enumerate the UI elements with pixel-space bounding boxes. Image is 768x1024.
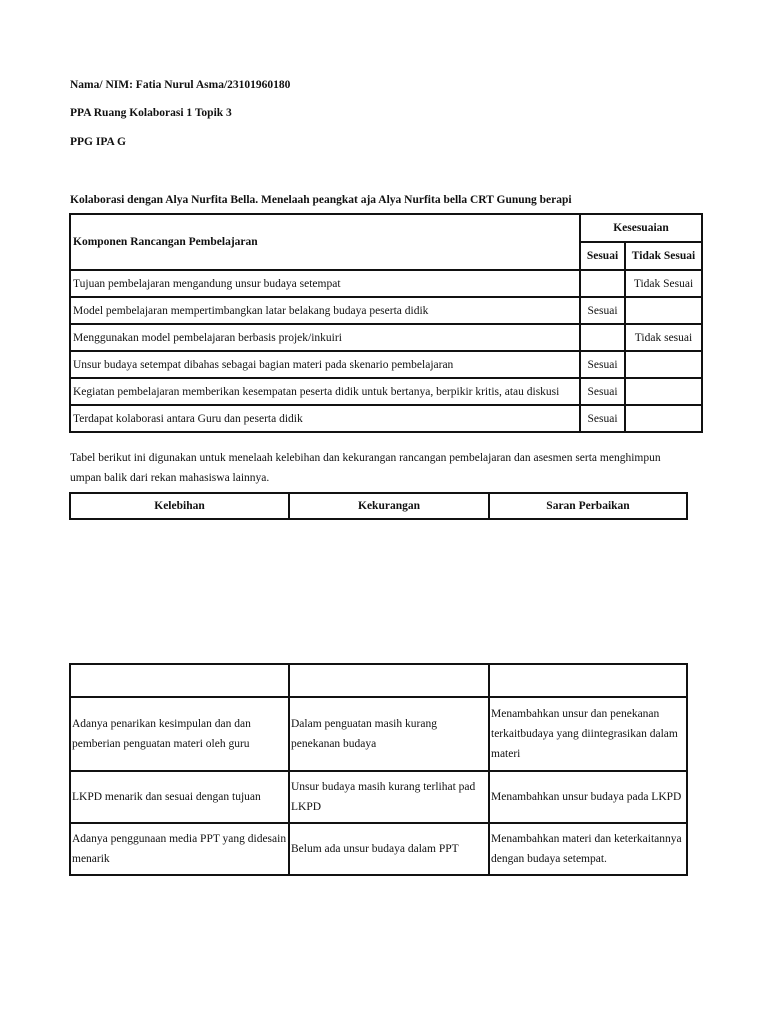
component-cell: Kegiatan pembelajaran memberikan kesempatan peserta didik untuk bertanya, berpikir kritis, atau diskusi [70,378,580,405]
review-header-table [69,492,688,520]
table-row [70,270,702,297]
column-header-sesuai: Sesuai [580,242,625,270]
saran-cell: Menambahkan unsur budaya pada LKPD [489,771,687,823]
kelebihan-cell: Adanya penggunaan media PPT yang didesain menarik [70,823,289,875]
kelebihan-cell: Adanya penarikan kesimpulan dan dan pemberian penguatan materi oleh guru [70,697,289,771]
sesuai-cell: Sesuai [580,351,625,378]
component-cell: Terdapat kolaborasi antara Guru dan peserta didik [70,405,580,432]
suitability-table [69,213,703,433]
table-row [70,771,687,823]
table-row [70,351,702,378]
kekurangan-cell: Belum ada unsur budaya dalam PPT [289,823,489,875]
component-cell: Model pembelajaran mempertimbangkan latar belakang budaya peserta didik [70,297,580,324]
tidak-sesuai-cell [625,405,702,432]
kelebihan-cell: LKPD menarik dan sesuai dengan tujuan [70,771,289,823]
kekurangan-cell: Unsur budaya masih kurang terlihat pad LKPD [289,771,489,823]
kelebihan-cell [70,664,289,697]
collaboration-title: Kolaborasi dengan Alya Nurfita Bella. Menelaah peangkat aja Alya Nurfita bella CRT Gunung berapi [70,194,572,206]
column-header-tidak-sesuai: Tidak Sesuai [625,242,702,270]
sesuai-cell: Sesuai [580,405,625,432]
sesuai-cell: Sesuai [580,297,625,324]
component-cell: Tujuan pembelajaran mengandung unsur budaya setempat [70,270,580,297]
table-row [70,378,702,405]
table-row [70,823,687,875]
column-header-component: Komponen Rancangan Pembelajaran [70,214,580,270]
student-name-line: Nama/ NIM: Fatia Nurul Asma/23101960180 [70,79,291,91]
sesuai-cell [580,270,625,297]
table-row [70,324,702,351]
table-row [70,664,687,697]
course-line: PPA Ruang Kolaborasi 1 Topik 3 [70,107,232,119]
saran-cell: Menambahkan materi dan keterkaitannya dengan budaya setempat. [489,823,687,875]
table-row [70,297,702,324]
sesuai-cell: Sesuai [580,378,625,405]
table-row [70,405,702,432]
kekurangan-cell [289,664,489,697]
tidak-sesuai-cell: Tidak sesuai [625,324,702,351]
saran-cell [489,664,687,697]
table-row [70,697,687,771]
column-header-suitability: Kesesuaian [580,214,702,242]
kekurangan-cell: Dalam penguatan masih kurang penekanan budaya [289,697,489,771]
intro-paragraph: Tabel berikut ini digunakan untuk menelaah kelebihan dan kekurangan rancangan pembelajaran dan asesmen serta menghimpun umpan balik dari rekan mahasiswa lainnya. [70,452,661,484]
component-cell: Unsur budaya setempat dibahas sebagai bagian materi pada skenario pembelajaran [70,351,580,378]
sesuai-cell [580,324,625,351]
class-line: PPG IPA G [70,136,127,148]
component-cell: Menggunakan model pembelajaran berbasis projek/inkuiri [70,324,580,351]
tidak-sesuai-cell [625,351,702,378]
tidak-sesuai-cell [625,378,702,405]
tidak-sesuai-cell [625,297,702,324]
saran-cell: Menambahkan unsur dan penekanan terkaitbudaya yang diintegrasikan dalam materi [489,697,687,771]
tidak-sesuai-cell: Tidak Sesuai [625,270,702,297]
column-header-saran: Saran Perbaikan [489,493,687,519]
review-table [69,663,688,876]
column-header-kekurangan: Kekurangan [289,493,489,519]
column-header-kelebihan: Kelebihan [70,493,289,519]
